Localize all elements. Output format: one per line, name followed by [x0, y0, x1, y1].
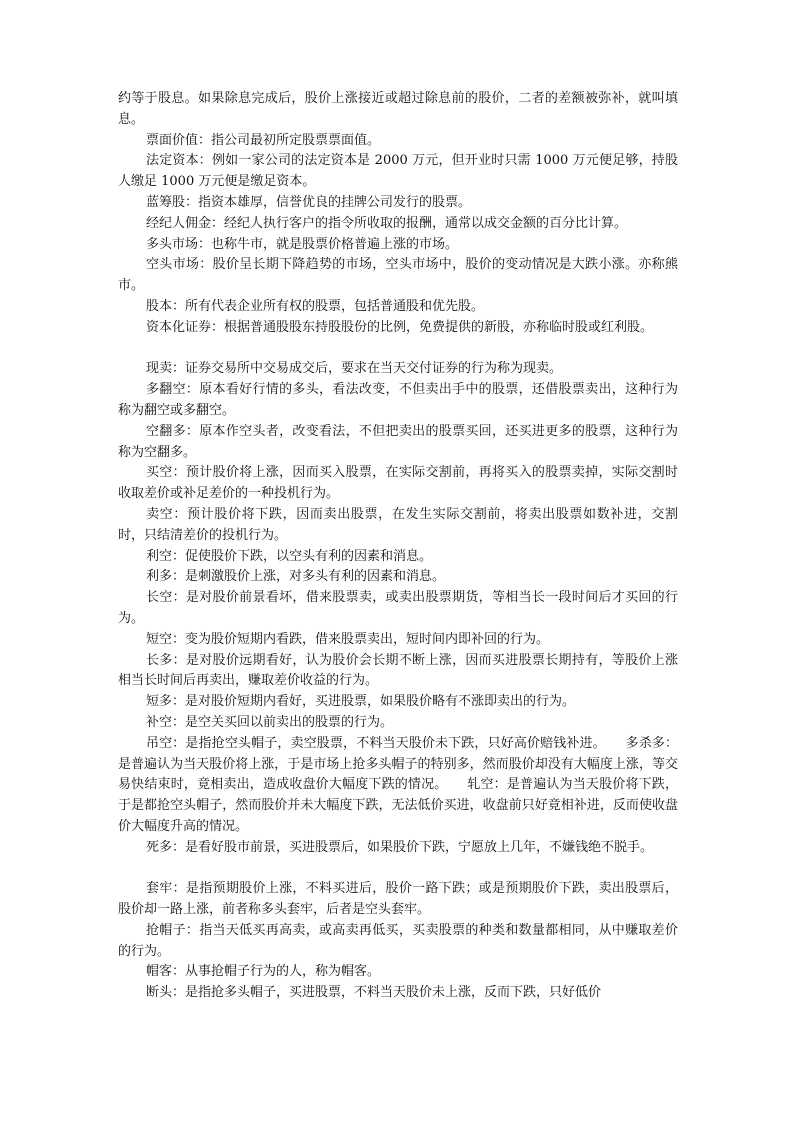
- paragraph-dead-long: 死多：是看好股市前景，买进股票后，如果股价下跌，宁愿放上几年，不嫌钱绝不脱手。: [146, 839, 654, 855]
- document-page: [118, 89, 678, 1004]
- paragraph-long-short: 长空：是对股价前景看坏，借来股票卖，或卖出股票期货，等相当长一段时间后才买回的行为。: [118, 590, 678, 626]
- paragraph-broker-commission: 经纪人佣金：经纪人执行客户的指令所收取的报酬，通常以成交金额的百分比计算。: [146, 215, 628, 231]
- paragraph-bull-to-bear: 多翻空：原本看好行情的多头，看法改变，不但卖出手中的股票，还借股票卖出，这种行为称为翻空或多翻空。: [118, 382, 678, 418]
- paragraph-legal-capital: 法定资本：例如一家公司的法定资本是 2000 万元，但开业时只需 1000 万元便足够，持股人缴足 1000 万元便是缴足资本。: [118, 153, 678, 190]
- paragraph-short-sell: 卖空：预计股价将下跌，因而卖出股票，在发生实际交割前，将卖出股票如数补进，交割时，只结清差价的投机行为。: [118, 506, 678, 543]
- paragraph-face-value: 票面价值：指公司最初所定股票票面值。: [146, 132, 381, 148]
- paragraph-short-term-long: 短多：是对股价短期内看好，买进股票，如果股价略有不涨即卖出的行为。: [146, 694, 576, 710]
- paragraph-short-squeeze: 吊空：是指抢空头帽子，卖空股票，不料当天股价未下跌，只好高价赔钱补进。 多杀多：是普遍认为当天股价将上涨，于是市场上抢多头帽子的特别多，然而股价却没有大幅度上涨，等交易快结束时，竟相卖出，造成收盘价大幅度下跌的情况。 轧空：是普遍认为当天股价将下跌，于是都抢空头帽子，然而股价并未大幅度下跌，无法低价买进，收盘前只好竟相补进，反而使收盘价大幅度升高的情况。: [118, 735, 678, 834]
- paragraph-bear-market: 空头市场：股价呈长期下降趋势的市场，空头市场中，股价的变动情况是大跌小涨。亦称熊市。: [118, 257, 678, 294]
- paragraph-buy-long: 买空：预计股价将上涨，因而买入股票，在实际交割前，再将买入的股票卖掉，实际交割时收取差价或补足差价的一种投机行为。: [118, 465, 678, 502]
- paragraph-gap: [118, 858, 678, 879]
- paragraph-scalper: 帽客：从事抢帽子行为的人，称为帽客。: [146, 964, 381, 980]
- paragraph-bearish-news: 利空：促使股价下跌，以空头有利的因素和消息。: [146, 548, 433, 564]
- paragraph-scalping: 抢帽子：指当天低买再高卖，或高卖再低买，买卖股票的种类和数量都相同，从中赚取差价的行为。: [118, 922, 678, 959]
- paragraph-share-capital: 股本：所有代表企业所有权的股票，包括普通股和优先股。: [146, 298, 485, 314]
- paragraph-long-term-long: 长多：是对股价远期看好，认为股价会长期不断上涨，因而买进股票长期持有，等股价上涨相当长时间后再卖出，赚取差价收益的行为。: [118, 652, 678, 689]
- paragraph-tianxi: 约等于股息。如果除息完成后，股价上涨接近或超过除息前的股价，二者的差额被弥补，就叫填息。: [118, 91, 678, 127]
- paragraph-gap: [118, 339, 678, 360]
- paragraph-capitalized-securities: 资本化证券：根据普通股股东持股股份的比例，免费提供的新股，亦称临时股或红利股。: [146, 319, 654, 335]
- paragraph-short-term-short: 短空：变为股价短期内看跌，借来股票卖出，短时间内即补回的行为。: [146, 631, 550, 647]
- paragraph-short-cover: 补空：是空关买回以前卖出的股票的行为。: [146, 714, 394, 730]
- paragraph-blue-chip: 蓝筹股：指资本雄厚，信誉优良的挂牌公司发行的股票。: [146, 194, 472, 210]
- paragraph-bullish-news: 利多：是刺激股价上涨，对多头有利的因素和消息。: [146, 569, 446, 585]
- paragraph-margin-call: 断头：是指抢多头帽子，买进股票，不料当天股价未上涨，反而下跌，只好低价: [146, 985, 602, 1001]
- paragraph-bear-to-bull: 空翻多：原本作空头者，改变看法，不但把卖出的股票买回，还买进更多的股票，这种行为称为空翻多。: [118, 423, 678, 460]
- paragraph-spot-sale: 现卖：证券交易所中交易成交后，要求在当天交付证券的行为称为现卖。: [146, 361, 563, 377]
- paragraph-trapped: 套牢：是指预期股价上涨，不料买进后，股价一路下跌；或是预期股价下跌，卖出股票后，股价却一路上涨，前者称多头套牢，后者是空头套牢。: [118, 881, 678, 918]
- paragraph-bull-market: 多头市场：也称牛市，就是股票价格普遍上涨的市场。: [146, 236, 459, 252]
